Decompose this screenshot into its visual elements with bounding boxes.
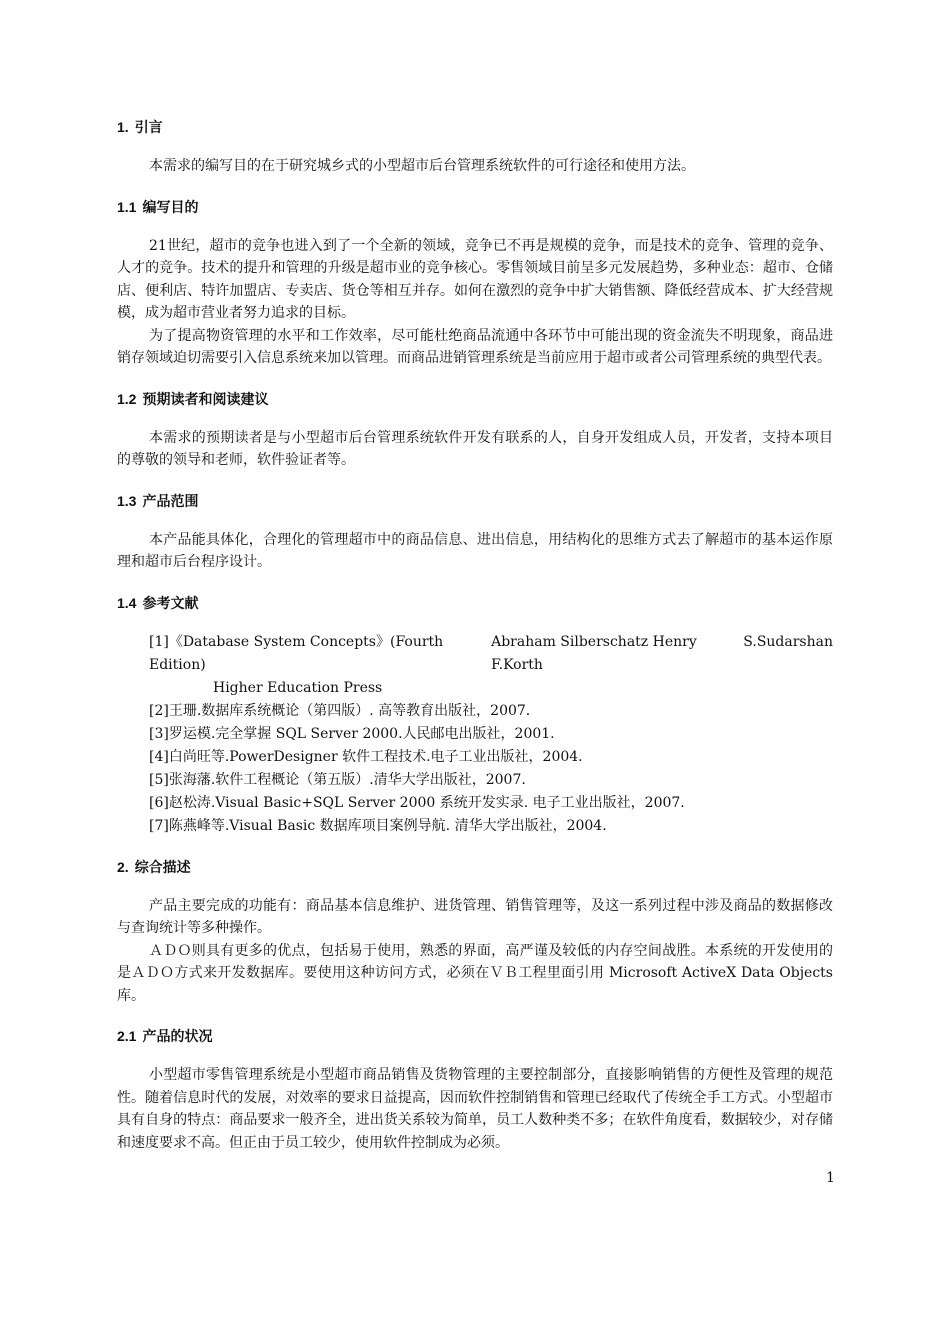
paragraph-2-1: 小型超市零售管理系统是小型超市商品销售及货物管理的主要控制部分，直接影响销售的方便性及管理的规范性。随着信息时代的发展，对效率的要求日益提高，因而软件控制销售和管理已经取代了传统全手工方式。小型超市具有自身的特点：商品要求一般齐全，进出货关系较为简单，员工人数种类不多；在软件角度看，数据较少，对存储和速度要求不高。但正由于员工较少，使用软件控制成为必须。 xyxy=(117,1067,833,1151)
page-number: 1 xyxy=(826,1170,835,1186)
reference-item-6: [6]赵松涛.Visual Basic+SQL Server 2000 系统开发实录. 电子工业出版社，2007. xyxy=(149,794,685,811)
heading-2-title: 综合描述 xyxy=(134,859,191,876)
reference-item-4: [4]白尚旺等.PowerDesigner 软件工程技术.电子工业出版社，2004. xyxy=(149,748,583,765)
paragraph-1-1-b: 为了提高物资管理的水平和工作效率，尽可能杜绝商品流通中各环节中可能出现的资金流失不明现象，商品进销存领域迫切需要引入信息系统来加以管理。而商品进销管理系统是当前应用于超市或者公司管理系统的典型代表。 xyxy=(117,327,833,366)
reference-item-5: [5]张海藩.软件工程概论（第五版）.清华大学出版社，2007. xyxy=(149,771,526,788)
reference-item-3: [3]罗运模.完全掌握 SQL Server 2000.人民邮电出版社，2001. xyxy=(149,725,555,742)
page-content xyxy=(117,117,833,1154)
paragraph-1: 本需求的编写目的在于研究城乡式的小型超市后台管理系统软件的可行途径和使用方法。 xyxy=(149,158,695,174)
heading-1-1: 1.1 编写目的 xyxy=(117,198,199,216)
heading-1-3-title: 产品范围 xyxy=(142,493,199,510)
heading-2-1: 2.1 产品的状况 xyxy=(117,1028,213,1045)
paragraph-2-a: 产品主要完成的功能有：商品基本信息维护、进货管理、销售管理等，及这一系列过程中涉及商品的数据修改与查询统计等多种操作。 xyxy=(117,897,833,936)
heading-2-1-title: 产品的状况 xyxy=(142,1029,213,1045)
reference-item-2: [2]王珊.数据库系统概论（第四版）. 高等教育出版社，2007. xyxy=(149,702,531,719)
heading-1-2-title: 预期读者和阅读建议 xyxy=(142,391,269,408)
heading-1-4-title: 参考文献 xyxy=(142,595,199,612)
reference-list xyxy=(117,631,833,838)
reference-item-7: [7]陈燕峰等.Visual Basic 数据库项目案例导航. 清华大学出版社，2004. xyxy=(149,817,607,834)
heading-2: 2. 综合描述 xyxy=(117,858,191,876)
heading-1-title: 引言 xyxy=(134,120,163,136)
reference-item-1: [1]《Database System Concepts》(Fourth Edition) Abraham Silberschatz Henry F.Korth S.Sudarshan Higher Education Press xyxy=(149,633,833,696)
heading-1-3: 1.3 产品范围 xyxy=(117,492,199,510)
heading-1-1-title: 编写目的 xyxy=(142,199,199,216)
heading-1-2: 1.2 预期读者和阅读建议 xyxy=(117,390,269,408)
heading-1-4: 1.4 参考文献 xyxy=(117,594,199,612)
heading-1: 1. 引言 xyxy=(117,119,163,136)
paragraph-1-1-a: 21世纪，超市的竞争也进入到了一个全新的领域，竞争已不再是规模的竞争，而是技术的竞争、管理的竞争、人才的竞争。技术的提升和管理的升级是超市业的竞争核心。零售领域目前呈多元发展趋势，多种业态：超市、仓储店、便利店、特许加盟店、专卖店、货仓等相互并存。如何在激烈的竞争中扩大销售额、降低经营成本、扩大经营规模，成为超市营业者努力追求的目标。 xyxy=(117,237,833,321)
paragraph-1-2: 本需求的预期读者是与小型超市后台管理系统软件开发有联系的人，自身开发组成人员，开发者，支持本项目的尊敬的领导和老师，软件验证者等。 xyxy=(117,429,833,468)
paragraph-1-3: 本产品能具体化，合理化的管理超市中的商品信息、进出信息，用结构化的思维方式去了解超市的基本运作原理和超市后台程序设计。 xyxy=(117,531,833,570)
paragraph-2-b: ＡＤＯ则具有更多的优点，包括易于使用，熟悉的界面，高严谨及较低的内存空间战胜。本系统的开发使用的是ＡＤＯ方式来开发数据库。要使用这种访问方式，必须在ＶＢ工程里面引用 Microsoft ActiveX Data Objects 库。 xyxy=(117,942,833,1004)
